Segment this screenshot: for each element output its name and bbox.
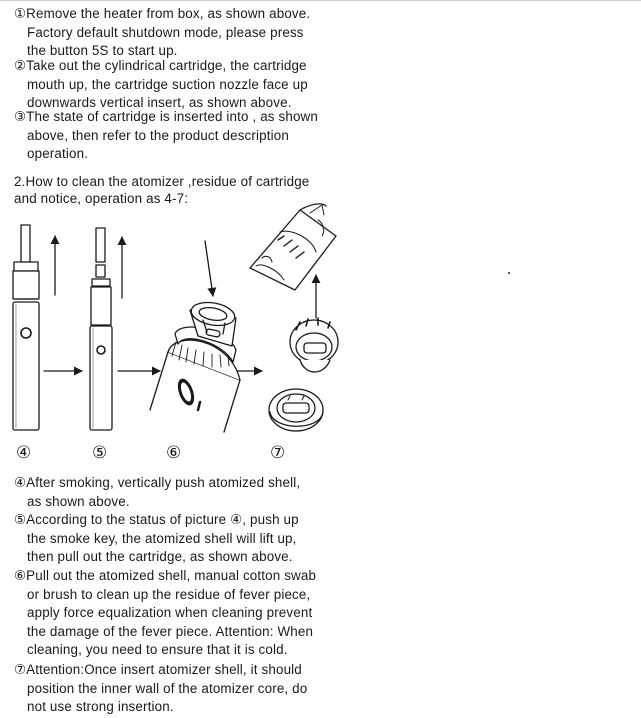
- step-6-line-5: cleaning, you need to ensure that it is cold.: [27, 642, 288, 658]
- step-5-line-3: then pull out the cartridge, as shown above.: [27, 549, 293, 565]
- step-7-line-1: ⑦Attention:Once insert atomizer shell, it should: [14, 662, 302, 677]
- step-6-line-4: the damage of the fever piece. Attention: When: [27, 623, 314, 639]
- cleaning-heading-line-1: 2.How to clean the atomizer ,residue of cartridge: [14, 174, 310, 189]
- label-step-6: ⑥: [166, 443, 182, 463]
- step-5-line-2: the smoke key, the atomized shell will lift up,: [27, 530, 297, 546]
- step-3-line-2: above, then refer to the product description: [27, 127, 289, 143]
- step-1-line-1: ①Remove the heater from box, as shown above.: [14, 6, 311, 21]
- cleaning-heading-line-2: and notice, operation as 4-7:: [14, 191, 189, 206]
- step-7-instruction: [14, 661, 307, 717]
- top-divider: [0, 0, 641, 1]
- step-5-instruction: [14, 511, 299, 567]
- step-6-instruction: [14, 567, 316, 660]
- label-step-7: ⑦: [270, 443, 286, 463]
- cleaning-steps-illustration: [0, 195, 641, 467]
- step-2-instruction: [14, 57, 308, 113]
- step-4-line-2: as shown above.: [27, 493, 130, 509]
- step-1-line-3: the button 5S to start up.: [27, 43, 178, 59]
- step-3-line-1: ③The state of cartridge is inserted into , as shown: [14, 109, 318, 124]
- step-6-line-2: or brush to clean up the residue of fever piece,: [27, 586, 311, 602]
- step-3-line-3: operation.: [27, 146, 89, 162]
- stray-dot: [508, 272, 510, 274]
- step-6-line-1: ⑥Pull out the atomized shell, manual cotton swab: [14, 568, 317, 583]
- step-3-instruction: [14, 108, 318, 164]
- device-step-4: [13, 225, 55, 430]
- step-6-line-3: apply force equalization when cleaning prevent: [27, 605, 313, 621]
- device-step-7: [250, 204, 338, 431]
- step-2-line-2: mouth up, the cartridge suction nozzle face up: [27, 76, 308, 92]
- step-4-line-1: ④After smoking, vertically push atomized shell,: [14, 475, 301, 490]
- step-1-instruction: [14, 5, 310, 61]
- device-step-6: [150, 241, 240, 432]
- step-2-line-3: downwards vertical insert, as shown above.: [27, 95, 292, 111]
- step-1-line-2: Factory default shutdown mode, please press: [27, 24, 304, 40]
- step-2-line-1: ②Take out the cylindrical cartridge, the cartridge: [14, 58, 307, 73]
- label-step-4: ④: [16, 443, 32, 463]
- label-step-5: ⑤: [92, 443, 108, 463]
- step-5-line-1: ⑤According to the status of picture ④, push up: [14, 512, 299, 527]
- step-7-line-2: position the inner wall of the atomizer core, do: [27, 680, 308, 696]
- step-4-instruction: [14, 474, 300, 511]
- device-step-5: [90, 228, 122, 430]
- step-7-line-3: not use strong insertion.: [27, 699, 174, 715]
